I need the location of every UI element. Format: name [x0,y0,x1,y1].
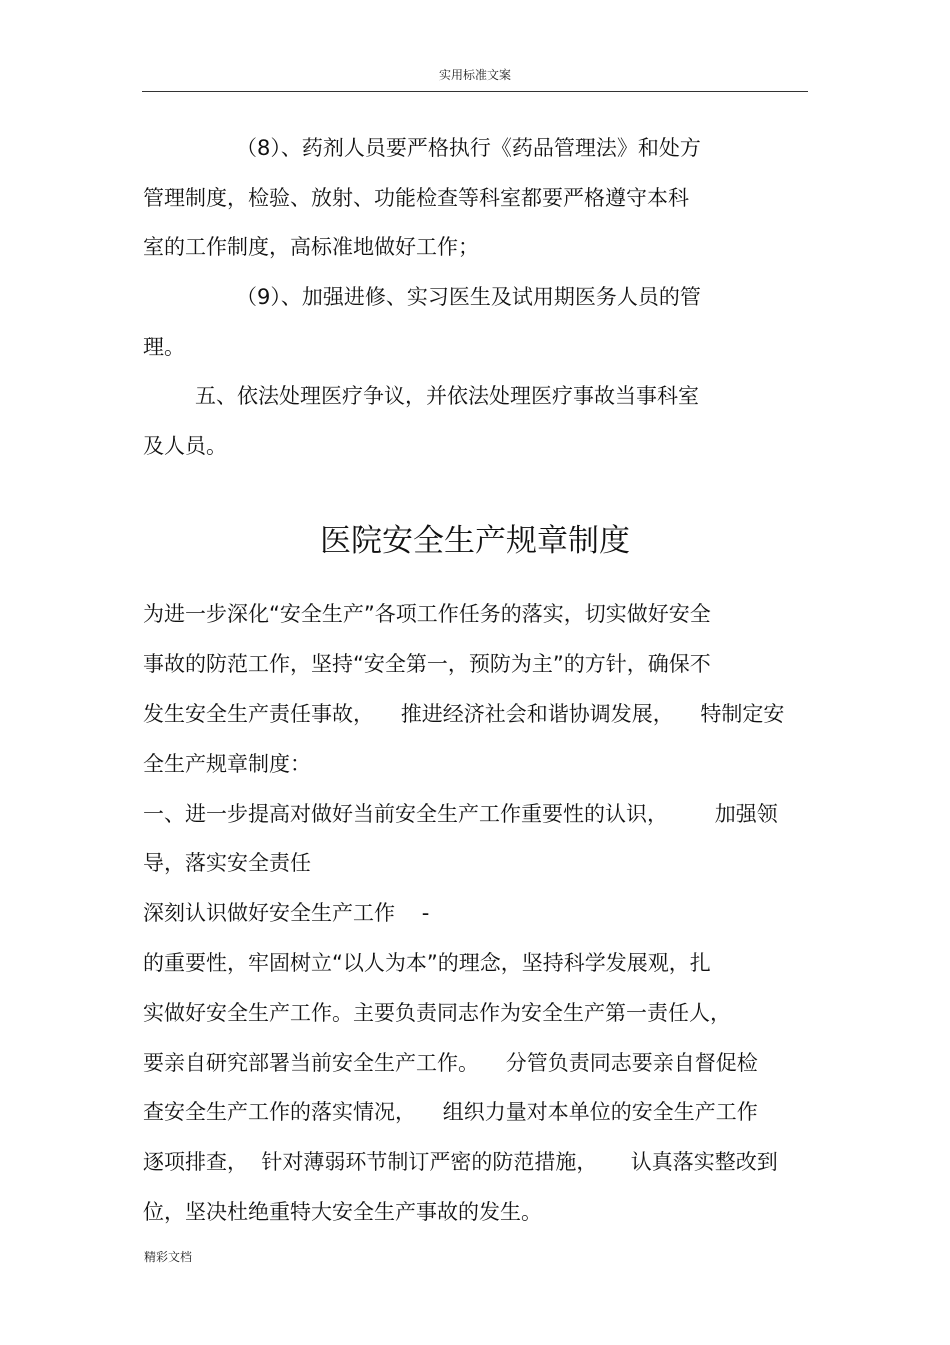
body-line-10: 发生安全生产责任事故， 推进经济社会和谐协调发展， 特制定安 [143,702,785,726]
body-line-15: 的重要性，牢固树立“以人为本”的理念，坚持科学发展观，扎 [143,951,711,975]
body-line-20: 位，坚决杜绝重特大安全生产事故的发生。 [143,1200,542,1224]
body-line-4: （9）、加强进修、实习医生及试用期医务人员的管 [236,285,701,309]
body-line-8: 为进一步深化“安全生产”各项工作任务的落实，切实做好安全 [143,602,711,626]
body-line-1: （8）、药剂人员要严格执行《药品管理法》和处方 [236,136,701,160]
body-line-6: 五、依法处理医疗争议，并依法处理医疗事故当事科室 [195,384,699,408]
body-line-12: 一、进一步提高对做好当前安全生产工作重要性的认识， 加强领 [143,802,778,826]
body-line-18: 查安全生产工作的落实情况， 组织力量对本单位的安全生产工作 [143,1100,758,1124]
body-line-11: 全生产规章制度： [143,752,311,776]
page-header: 实用标准文案 [438,68,511,82]
body-line-19: 逐项排查， 针对薄弱环节制订严密的防范措施， 认真落实整改到 [143,1150,778,1174]
header-rule [142,91,808,92]
body-line-9: 事故的防范工作，坚持“安全第一，预防为主”的方针，确保不 [143,652,711,676]
body-line-3: 室的工作制度，高标准地做好工作； [143,235,479,259]
body-line-13: 导，落实安全责任 [143,851,311,875]
body-line-17: 要亲自研究部署当前安全生产工作。 分管负责同志要亲自督促检 [143,1051,758,1075]
document-title: 医院安全生产规章制度 [320,523,630,559]
body-line-14: 深刻认识做好安全生产工作 - [143,901,430,925]
body-line-16: 实做好安全生产工作。主要负责同志作为安全生产第一责任人， [143,1001,731,1025]
body-line-7: 及人员。 [143,434,227,458]
body-line-2: 管理制度，检验、放射、功能检查等科室都要严格遵守本科 [143,186,689,210]
page-footer: 精彩文档 [144,1250,193,1264]
body-line-5: 理。 [143,335,185,359]
